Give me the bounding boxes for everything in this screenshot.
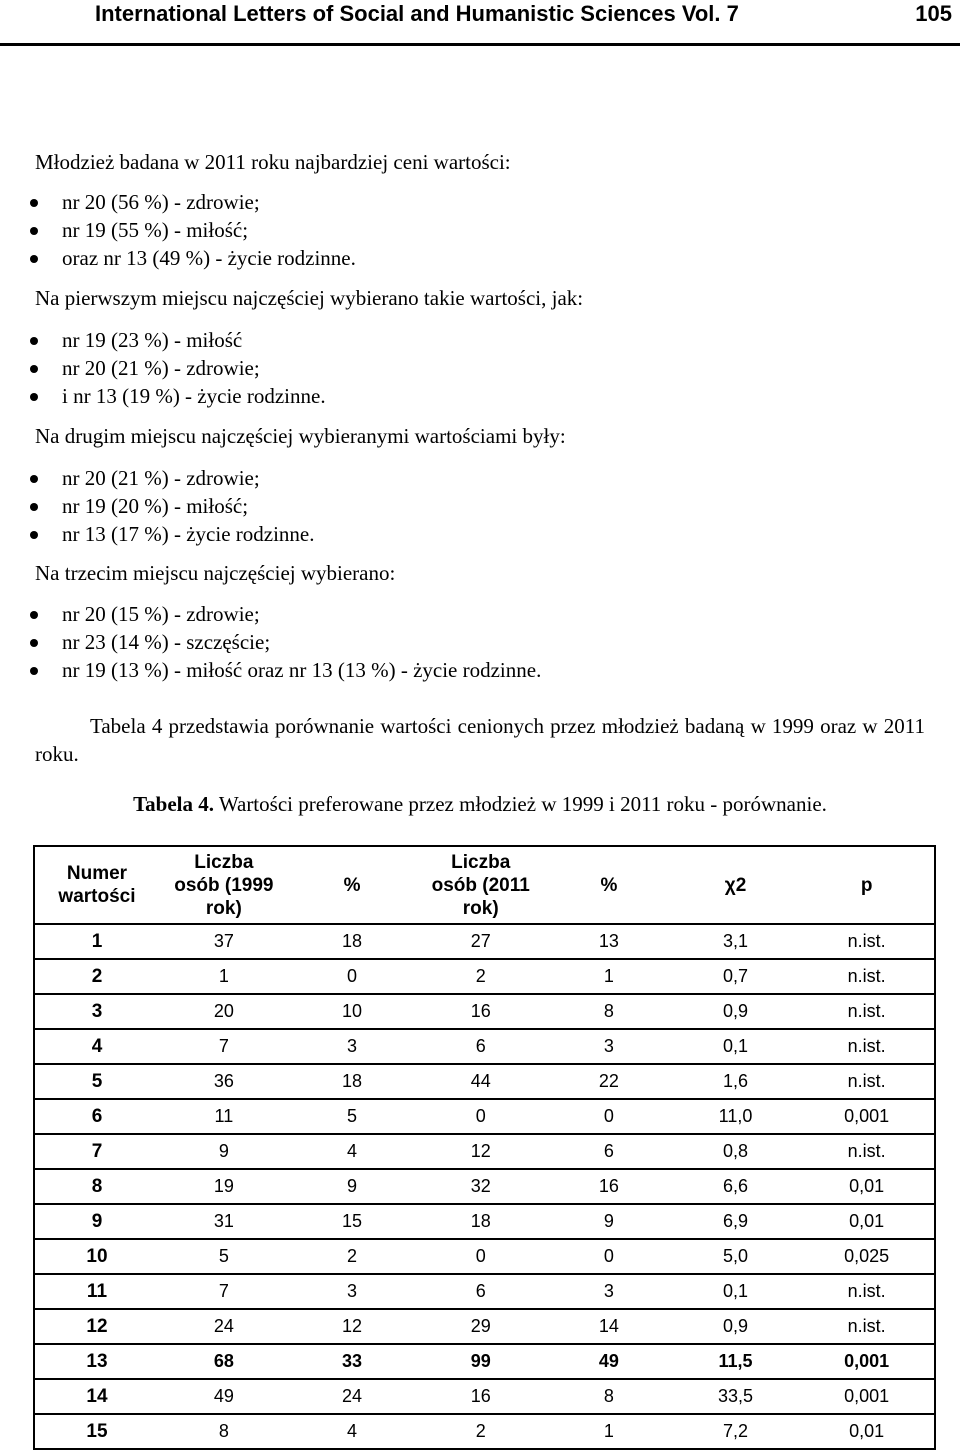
bullet-list xyxy=(0,600,541,684)
table-cell: 6,9 xyxy=(672,1204,800,1239)
table-row xyxy=(34,1414,935,1449)
table-cell: 5 xyxy=(289,1099,416,1134)
table-cell: 0 xyxy=(546,1099,672,1134)
journal-title: International Letters of Social and Humanistic Sciences Vol. 7 xyxy=(95,1,739,26)
header-cell: Liczba osób (1999 rok) xyxy=(159,846,289,924)
table-cell: 0,7 xyxy=(672,959,800,994)
table-cell: 3 xyxy=(289,1274,416,1309)
table-cell: n.ist. xyxy=(799,1064,935,1099)
table-caption xyxy=(0,792,960,817)
table-cell: n.ist. xyxy=(799,994,935,1029)
table-cell: 10 xyxy=(289,994,416,1029)
table-cell: n.ist. xyxy=(799,959,935,994)
table-cell: n.ist. xyxy=(799,1274,935,1309)
table-cell: 14 xyxy=(546,1309,672,1344)
value-number-cell: 13 xyxy=(34,1344,159,1379)
table-cell: 8 xyxy=(159,1414,289,1449)
table-cell: 0 xyxy=(415,1239,546,1274)
value-number-cell: 15 xyxy=(34,1414,159,1449)
header-cell: χ2 xyxy=(672,846,800,924)
bullet-list xyxy=(0,464,314,548)
table-cell: 18 xyxy=(415,1204,546,1239)
table-row xyxy=(34,1344,935,1379)
table-cell: 4 xyxy=(289,1414,416,1449)
table-cell: 0 xyxy=(546,1239,672,1274)
list-item: nr 19 (20 %) - miłość; xyxy=(0,492,314,520)
table-row xyxy=(34,1204,935,1239)
table-cell: 2 xyxy=(289,1239,416,1274)
table-cell: 6 xyxy=(415,1029,546,1064)
table-cell: 0,01 xyxy=(799,1169,935,1204)
value-number-cell: 1 xyxy=(34,924,159,959)
value-number-cell: 5 xyxy=(34,1064,159,1099)
table-cell: n.ist. xyxy=(799,1134,935,1169)
table-row xyxy=(34,1379,935,1414)
table-cell: 12 xyxy=(415,1134,546,1169)
table-row xyxy=(34,924,935,959)
bullet-list xyxy=(0,188,356,272)
table-cell: 99 xyxy=(415,1344,546,1379)
table-caption-label: Tabela 4. xyxy=(133,792,214,816)
values-comparison-table xyxy=(33,845,936,1450)
table-cell: 19 xyxy=(159,1169,289,1204)
table-cell: 29 xyxy=(415,1309,546,1344)
table-cell: 31 xyxy=(159,1204,289,1239)
table-cell: 5,0 xyxy=(672,1239,800,1274)
table-row xyxy=(34,1029,935,1064)
table-cell: 0,025 xyxy=(799,1239,935,1274)
table-cell: 16 xyxy=(415,994,546,1029)
table-row xyxy=(34,1099,935,1134)
table-cell: 0,001 xyxy=(799,1344,935,1379)
table-cell: 8 xyxy=(546,994,672,1029)
table-cell: 33,5 xyxy=(672,1379,800,1414)
table-cell: 0,001 xyxy=(799,1099,935,1134)
table-cell: 6,6 xyxy=(672,1169,800,1204)
value-number-cell: 2 xyxy=(34,959,159,994)
table-cell: 0,001 xyxy=(799,1379,935,1414)
table-cell: 37 xyxy=(159,924,289,959)
value-number-cell: 3 xyxy=(34,994,159,1029)
table-row xyxy=(34,1169,935,1204)
table-cell: 24 xyxy=(159,1309,289,1344)
table-cell: 12 xyxy=(289,1309,416,1344)
bullet-list xyxy=(0,326,326,410)
value-number-cell: 14 xyxy=(34,1379,159,1414)
table-cell: 2 xyxy=(415,1414,546,1449)
list-item: nr 20 (21 %) - zdrowie; xyxy=(0,464,314,492)
table-header-row xyxy=(34,846,935,924)
bullet-icon xyxy=(30,393,38,401)
table-row xyxy=(34,1064,935,1099)
bullet-icon xyxy=(30,475,38,483)
table-cell: 9 xyxy=(159,1134,289,1169)
table-cell: 7 xyxy=(159,1274,289,1309)
table-row xyxy=(34,1309,935,1344)
table-cell: 15 xyxy=(289,1204,416,1239)
table-cell: 0,8 xyxy=(672,1134,800,1169)
table-cell: 0,9 xyxy=(672,1309,800,1344)
value-number-cell: 11 xyxy=(34,1274,159,1309)
table-cell: 32 xyxy=(415,1169,546,1204)
table-cell: n.ist. xyxy=(799,924,935,959)
table-cell: 3 xyxy=(546,1029,672,1064)
bullet-icon xyxy=(30,667,38,675)
bullet-icon xyxy=(30,337,38,345)
value-number-cell: 6 xyxy=(34,1099,159,1134)
header-cell: % xyxy=(546,846,672,924)
table-intro-paragraph: Tabela 4 przedstawia porównanie wartości cenionych przez młodzież badaną w 1999 oraz w 2011 roku. xyxy=(35,714,925,766)
header-cell: Numer wartości xyxy=(34,846,159,924)
table-cell: 13 xyxy=(546,924,672,959)
table-cell: 6 xyxy=(415,1274,546,1309)
list-item: nr 20 (56 %) - zdrowie; xyxy=(0,188,356,216)
table-cell: 6 xyxy=(546,1134,672,1169)
list-item: nr 23 (14 %) - szczęście; xyxy=(0,628,541,656)
table-cell: 18 xyxy=(289,924,416,959)
table-caption-text: Wartości preferowane przez młodzież w 1999 i 2011 roku - porównanie. xyxy=(213,792,827,816)
table-cell: 9 xyxy=(289,1169,416,1204)
bullet-icon xyxy=(30,639,38,647)
section-intro: Młodzież badana w 2011 roku najbardziej ceni wartości: xyxy=(35,150,511,174)
value-number-cell: 4 xyxy=(34,1029,159,1064)
table-cell: 0 xyxy=(289,959,416,994)
table-cell: 27 xyxy=(415,924,546,959)
table-cell: 1 xyxy=(546,959,672,994)
value-number-cell: 12 xyxy=(34,1309,159,1344)
bullet-icon xyxy=(30,531,38,539)
table-cell: 16 xyxy=(546,1169,672,1204)
table-cell: 7 xyxy=(159,1029,289,1064)
table-cell: 0,01 xyxy=(799,1204,935,1239)
table-cell: 0,9 xyxy=(672,994,800,1029)
table-cell: 24 xyxy=(289,1379,416,1414)
table-cell: 8 xyxy=(546,1379,672,1414)
table-cell: 11 xyxy=(159,1099,289,1134)
table-cell: 49 xyxy=(159,1379,289,1414)
table-cell: 1 xyxy=(159,959,289,994)
table-cell: 2 xyxy=(415,959,546,994)
list-item: nr 13 (17 %) - życie rodzinne. xyxy=(0,520,314,548)
list-item: nr 19 (13 %) - miłość oraz nr 13 (13 %) - życie rodzinne. xyxy=(0,656,541,684)
list-item: nr 20 (15 %) - zdrowie; xyxy=(0,600,541,628)
header-cell: p xyxy=(799,846,935,924)
header-cell: Liczba osób (2011 rok) xyxy=(415,846,546,924)
table-cell: 4 xyxy=(289,1134,416,1169)
value-number-cell: 10 xyxy=(34,1239,159,1274)
table-cell: 22 xyxy=(546,1064,672,1099)
list-item: i nr 13 (19 %) - życie rodzinne. xyxy=(0,382,326,410)
table-cell: 1 xyxy=(546,1414,672,1449)
table-cell: 5 xyxy=(159,1239,289,1274)
table-cell: 7,2 xyxy=(672,1414,800,1449)
value-number-cell: 9 xyxy=(34,1204,159,1239)
list-item: nr 19 (55 %) - miłość; xyxy=(0,216,356,244)
table-row xyxy=(34,1134,935,1169)
bullet-icon xyxy=(30,199,38,207)
table-row xyxy=(34,994,935,1029)
table-cell: 44 xyxy=(415,1064,546,1099)
section-intro: Na drugim miejscu najczęściej wybieranymi wartościami były: xyxy=(35,424,566,448)
value-number-cell: 8 xyxy=(34,1169,159,1204)
list-item: oraz nr 13 (49 %) - życie rodzinne. xyxy=(0,244,356,272)
bullet-icon xyxy=(30,611,38,619)
table-cell: 11,0 xyxy=(672,1099,800,1134)
table-cell: 0,1 xyxy=(672,1274,800,1309)
table-cell: 49 xyxy=(546,1344,672,1379)
table-cell: 0 xyxy=(415,1099,546,1134)
table-cell: 68 xyxy=(159,1344,289,1379)
table-cell: 0,01 xyxy=(799,1414,935,1449)
table-cell: 9 xyxy=(546,1204,672,1239)
table-cell: 18 xyxy=(289,1064,416,1099)
value-number-cell: 7 xyxy=(34,1134,159,1169)
table-cell: n.ist. xyxy=(799,1309,935,1344)
table-cell: 16 xyxy=(415,1379,546,1414)
table-cell: 20 xyxy=(159,994,289,1029)
table-cell: 11,5 xyxy=(672,1344,800,1379)
header-cell: % xyxy=(289,846,416,924)
table-cell: 3,1 xyxy=(672,924,800,959)
bullet-icon xyxy=(30,255,38,263)
table-cell: 0,1 xyxy=(672,1029,800,1064)
page-number: 105 xyxy=(915,1,952,26)
page-header xyxy=(0,0,960,46)
table-cell: n.ist. xyxy=(799,1029,935,1064)
table-row xyxy=(34,959,935,994)
table-cell: 3 xyxy=(546,1274,672,1309)
bullet-icon xyxy=(30,503,38,511)
table-cell: 1,6 xyxy=(672,1064,800,1099)
section-intro: Na pierwszym miejscu najczęściej wybierano takie wartości, jak: xyxy=(35,286,584,310)
list-item: nr 20 (21 %) - zdrowie; xyxy=(0,354,326,382)
bullet-icon xyxy=(30,227,38,235)
table-cell: 3 xyxy=(289,1029,416,1064)
section-intro: Na trzecim miejscu najczęściej wybierano: xyxy=(35,561,396,585)
table-cell: 36 xyxy=(159,1064,289,1099)
table-row xyxy=(34,1274,935,1309)
table-row xyxy=(34,1239,935,1274)
bullet-icon xyxy=(30,365,38,373)
table-body xyxy=(34,924,935,1449)
table-cell: 33 xyxy=(289,1344,416,1379)
list-item: nr 19 (23 %) - miłość xyxy=(0,326,326,354)
